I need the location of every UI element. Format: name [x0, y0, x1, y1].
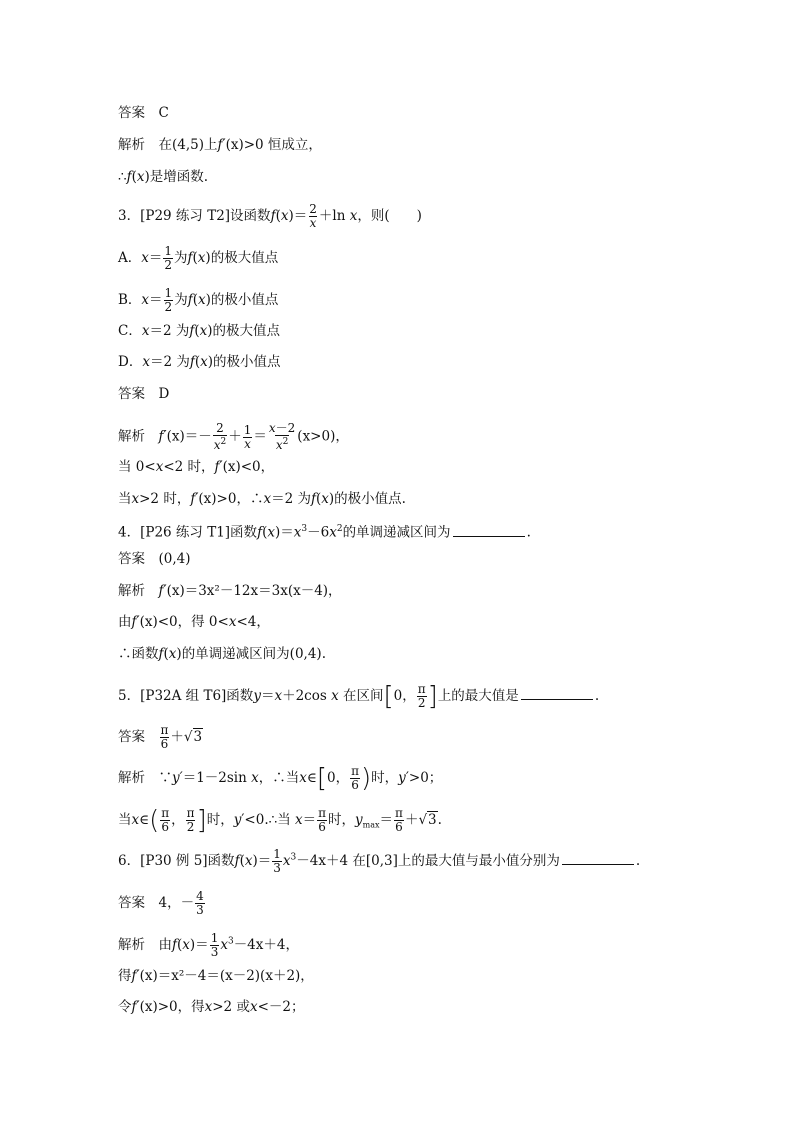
analysis-line-1: 解析 在(4,5)上f′(x)>0 恒成立，: [118, 137, 322, 153]
answer-line-3: 答案 D: [118, 386, 170, 402]
analysis-line-3: 解析 f′(x)＝－ $\frac{2}{x^2}$ ＋ $\frac{1}{x}$ ＝ $\frac{x-2}{x^2}$ (x>0)，: [118, 421, 349, 452]
answer-blank-5[interactable]: [521, 687, 593, 700]
analysis-line-11: 解析 由f(x)＝ $\frac{1}{3}$ $x^3-4x+4$，: [118, 931, 299, 959]
answer-line-5: 答案 $\frac{\pi}{6}$ ＋√3: [118, 723, 203, 751]
answer-line-1: 答案 C: [118, 105, 169, 121]
analysis-line-12: 得f′(x)＝x²－4＝(x－2)(x＋2)，: [118, 968, 314, 984]
question-3: 3．[P29 练习 T2]设函数f(x)＝ $\frac{2}{x}$ ＋ln x，则( ): [118, 202, 422, 230]
analysis-line-6: 解析 f′(x)＝3x²－12x＝3x(x－4)，: [118, 583, 342, 599]
question-6: 6．[P30 例 5]函数f(x)＝ $\frac{1}{3}$ $x^3-4x+4$ 在[0,3]上的最大值与最小值分别为 .: [118, 847, 641, 875]
analysis-line-2: ∴f(x)是增函数.: [118, 169, 209, 185]
analysis-line-9: 解析 ∵y′＝1－2sin x，∴当x∈[0， $\frac{\pi}{6}$ )时，y′>0；: [118, 763, 443, 794]
answer-blank-6[interactable]: [562, 852, 634, 865]
option-c: C．x＝2 为f(x)的极大值点: [118, 323, 281, 339]
analysis-line-4: 当 0<x<2 时，f′(x)<0，: [118, 459, 275, 475]
option-b: B．x＝ $\frac{1}{2}$ 为f(x)的极小值点: [118, 286, 279, 314]
question-4: 4．[P26 练习 T1]函数$f(x)=x^3-6x^2$的单调递减区间为 .: [118, 524, 531, 541]
analysis-line-8: ∴函数f(x)的单调递减区间为(0,4).: [118, 646, 326, 662]
analysis-line-7: 由f′(x)<0，得 0<x<4，: [118, 614, 270, 630]
question-5: 5．[P32A 组 T6]函数y＝x＋2cos x 在区间[0， $\frac{\pi}{2}$ ]上的最大值是 .: [118, 681, 600, 712]
analysis-line-5: 当x>2 时，f′(x)>0，∴x＝2 为f(x)的极小值点.: [118, 491, 406, 507]
answer-line-6: 答案 4，－ $\frac{4}{3}$: [118, 889, 204, 917]
answer-blank-4[interactable]: [453, 524, 525, 537]
option-a: A．x＝ $\frac{1}{2}$ 为f(x)的极大值点: [118, 244, 279, 272]
answer-line-4: 答案 (0,4): [118, 551, 191, 567]
analysis-line-10: 当x∈( $\frac{\pi}{6}$ ， $\frac{\pi}{2}$ ]时，y′<0.∴当 x＝ $\frac{\pi}{6}$ 时，$y_{max}=$ $\frac{\pi}{6}$ ＋√3.: [118, 805, 442, 836]
option-d: D．x＝2 为f(x)的极小值点: [118, 354, 281, 370]
analysis-line-13: 令f′(x)>0，得x>2 或x<－2；: [118, 999, 305, 1015]
